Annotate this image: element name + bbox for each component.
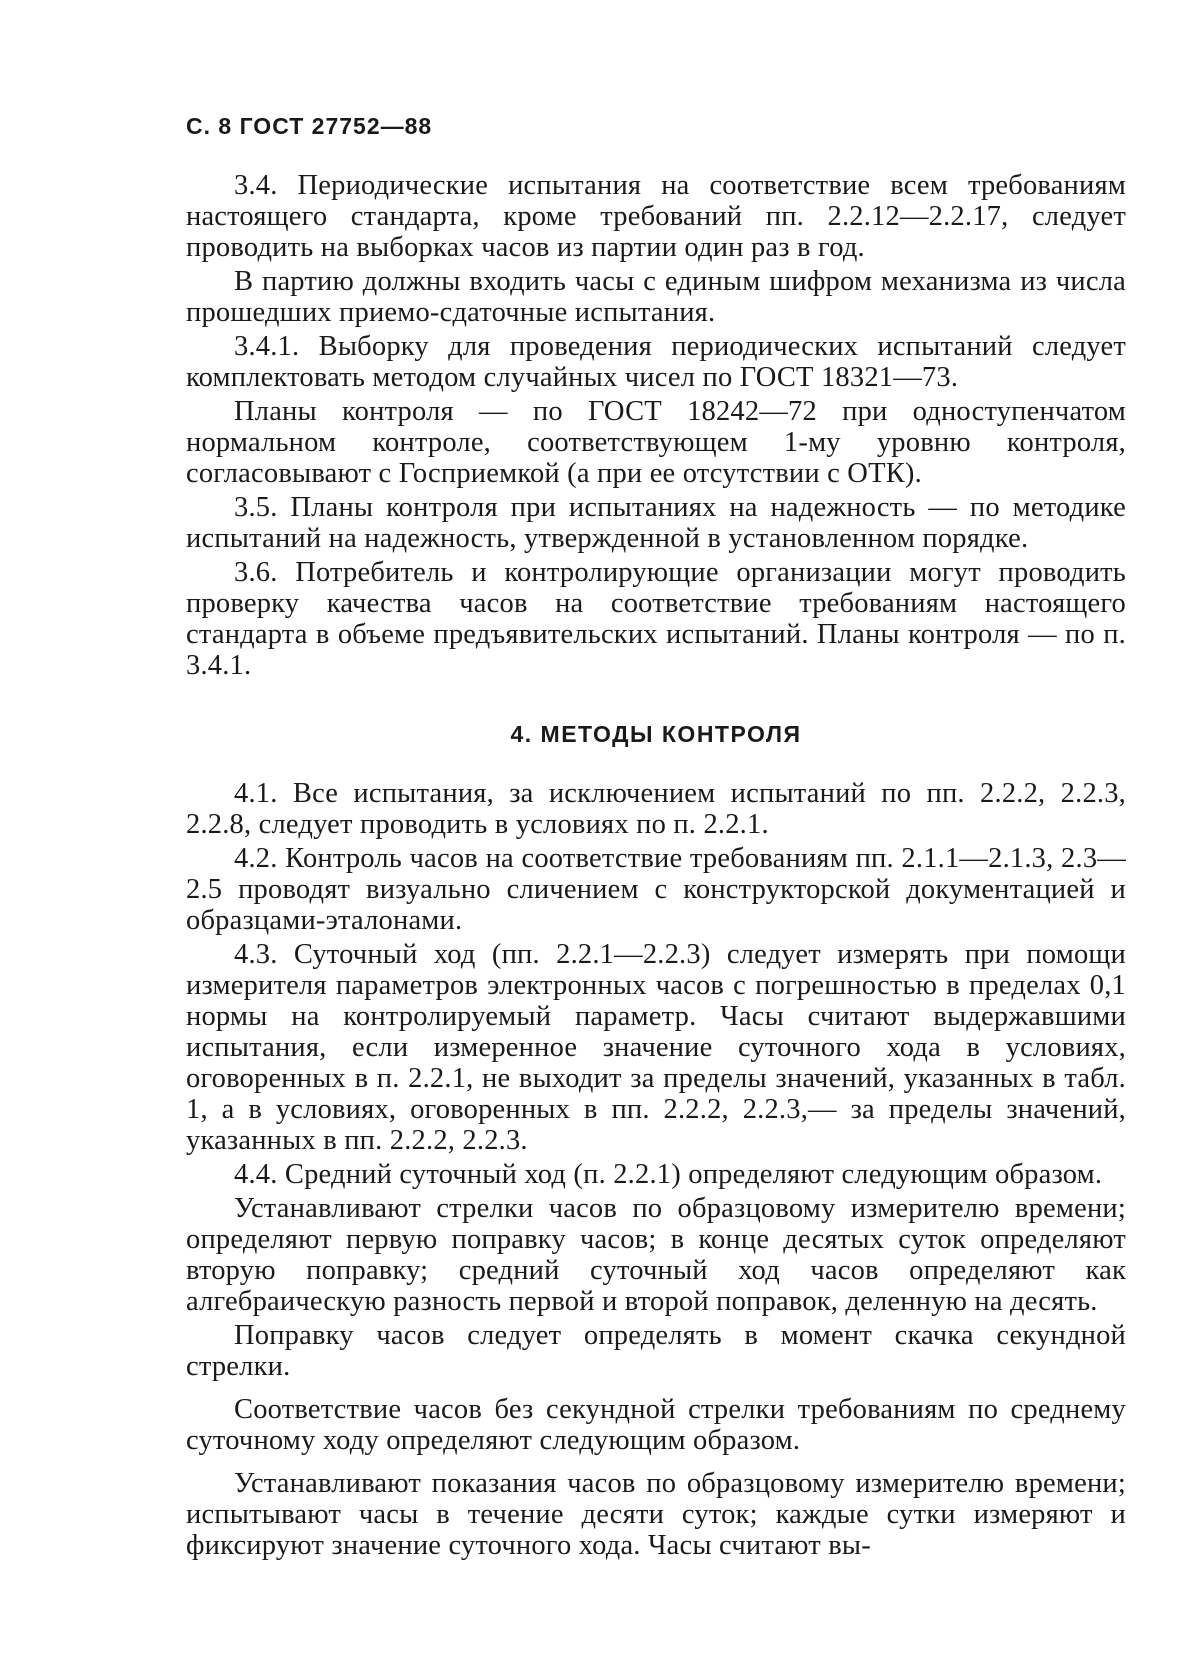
section-title-4: 4. МЕТОДЫ КОНТРОЛЯ (510, 721, 802, 747)
paragraph-4-4-procedure: Устанавливают показания часов по образцовому измерителю времени; испытывают часы в течение десяти суток; каждые сутки измеряют и фиксируют значение суточного хода. Часы считают вы- (186, 1468, 1126, 1561)
paragraph-3-4-1: 3.4.1. Выборку для проведения периодических испытаний следует комплектовать методом случайных чисел по ГОСТ 18321—73. (186, 331, 1126, 393)
paragraph-4-4-correction: Поправку часов следует определять в момент скачка секундной стрелки. (186, 1320, 1126, 1382)
paragraph-4-4-method: Устанавливают стрелки часов по образцовому измерителю времени; определяют первую поправку часов; в конце десятых суток определяют вторую поправку; средний суточный ход часов определяют как алгебраическую разность первой и второй поправок, деленную на десять. (186, 1193, 1126, 1317)
paragraph-3-4: 3.4. Периодические испытания на соответствие всем требованиям настоящего стандарта, кроме требований пп. 2.2.12—2.2.17, следует проводить на выборках часов из партии один раз в год. (186, 170, 1126, 263)
paragraph-4-1: 4.1. Все испытания, за исключением испытаний по пп. 2.2.2, 2.2.3, 2.2.8, следует проводить в условиях по п. 2.2.1. (186, 778, 1126, 840)
paragraph-4-4-no-second-hand: Соответствие часов без секундной стрелки требованиям по среднему суточному ходу определяют следующим образом. (186, 1394, 1126, 1456)
document-body (186, 170, 1126, 1561)
paragraph-4-4: 4.4. Средний суточный ход (п. 2.2.1) определяют следующим образом. (234, 1159, 1103, 1190)
paragraph-3-6: 3.6. Потребитель и контролирующие организации могут проводить проверку качества часов на соответствие требованиям настоящего стандарта в объеме предъявительских испытаний. Планы контроля — по п. 3.4.1. (186, 557, 1126, 681)
paragraph-3-4-party: В партию должны входить часы с единым шифром механизма из числа прошедших приемо-сдаточные испытания. (186, 266, 1126, 328)
paragraph-3-4-1-plans: Планы контроля — по ГОСТ 18242—72 при одноступенчатом нормальном контроле, соответствующем 1-му уровню контроля, согласовывают с Госприемкой (а при ее отсутствии с ОТК). (186, 396, 1126, 489)
paragraph-4-2: 4.2. Контроль часов на соответствие требованиям пп. 2.1.1—2.1.3, 2.3—2.5 проводят визуально сличением с конструкторской документацией и образцами-эталонами. (186, 843, 1126, 936)
page-header: С. 8 ГОСТ 27752—88 (186, 113, 433, 139)
paragraph-3-5: 3.5. Планы контроля при испытаниях на надежность — по методике испытаний на надежность, утвержденной в установленном порядке. (186, 492, 1126, 554)
paragraph-4-3: 4.3. Суточный ход (пп. 2.2.1—2.2.3) следует измерять при помощи измерителя параметров электронных часов с погрешностью в пределах 0,1 нормы на контролируемый параметр. Часы считают выдержавшими испытания, если измеренное значение суточного хода в условиях, оговоренных в п. 2.2.1, не выходит за пределы значений, указанных в табл. 1, а в условиях, оговоренных в пп. 2.2.2, 2.2.3,— за пределы значений, указанных в пп. 2.2.2, 2.2.3. (186, 939, 1126, 1156)
